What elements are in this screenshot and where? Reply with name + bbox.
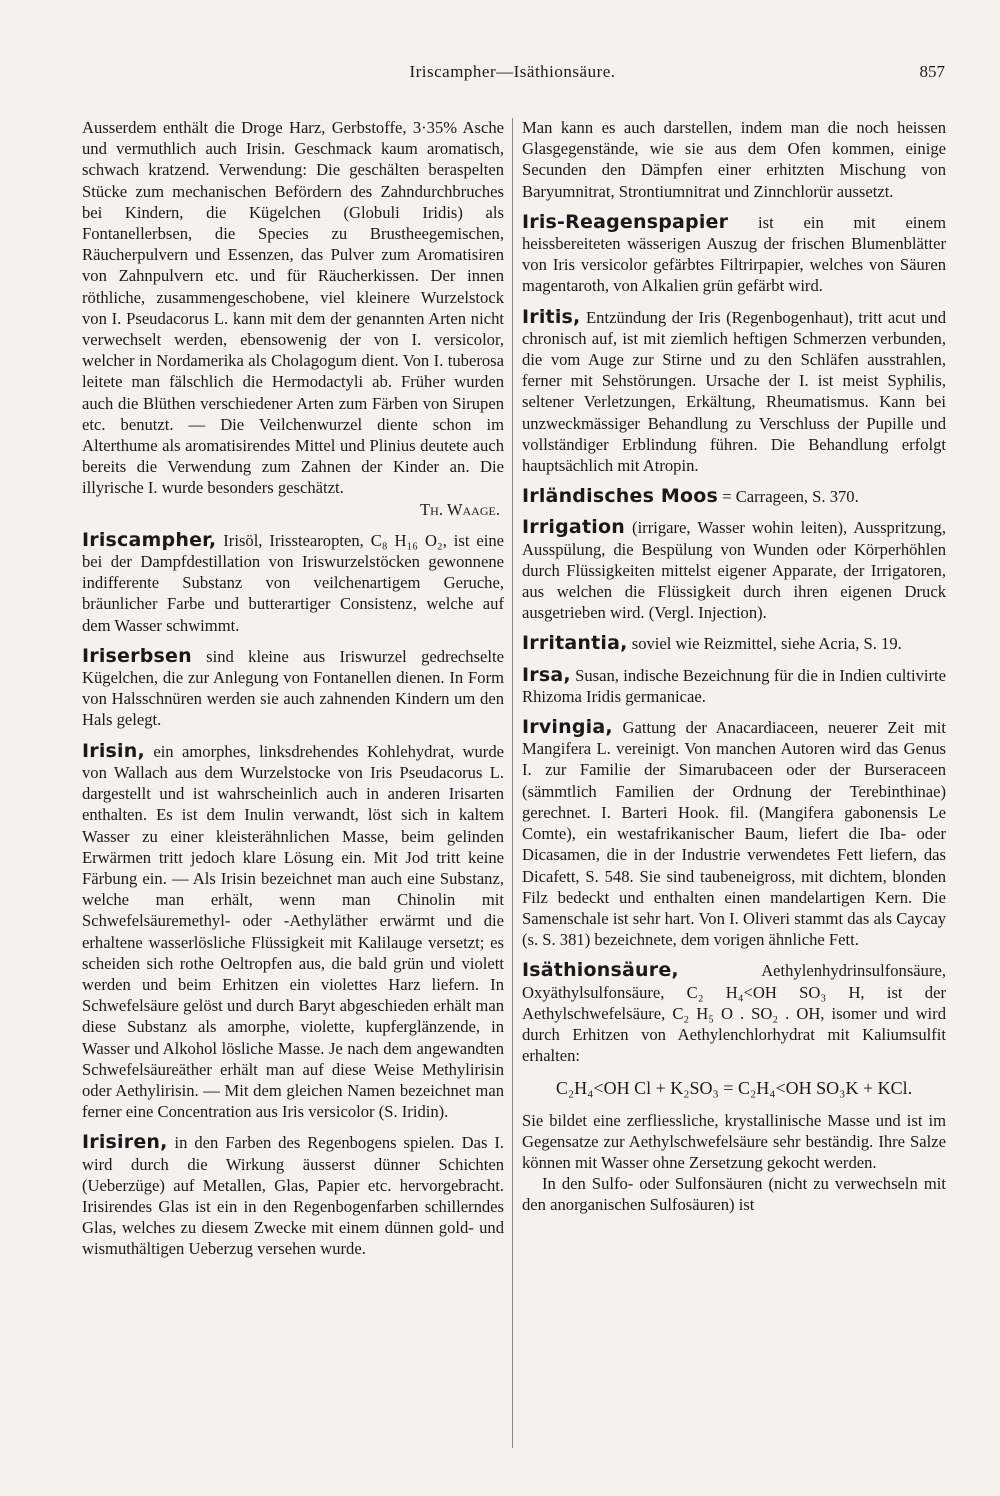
entry-text: Gattung der Anacardiaceen, neuerer Zeit mit Mangifera L. vereinigt. Von manchen Autoren wird das Genus I. zur Familie der Simarubaceen oder der Burseraceen (sämmtlich Familien der Ordnung der Terebinthinae) gerechnet. I. Barteri Hook. fil. (Mangifera gabonensis Le Comte), ein westafrikanischer Baum, liefert die Iba- oder Dicasamen, die in der Industrie verwendetes Fett liefern, das Dicafett, S. 548. Sie sind taubeneigross, mit dichtem, blonden Filz bedeckt und enthalten einen mandelartigen Kern. Die Samenschale ist sehr hart. Von I. Oliveri stammt das als Caycay (s. S. 381) bezeichnete, dem vorigen ähnliche Fett.: [522, 718, 946, 950]
author-signature: Th. Waage.: [420, 499, 500, 519]
column-divider: [512, 118, 513, 1448]
page-header: [80, 62, 945, 88]
entry-irvingia: [522, 717, 946, 950]
left-column: [82, 117, 504, 1260]
entry-iris-reagenspapier: [522, 212, 946, 297]
entry-text: Susan, indische Bezeichnung für die in Indien cultivirte Rhizoma Iridis germanicae.: [522, 665, 947, 706]
entry-text: soviel wie Reizmittel, siehe Acria, S. 19.: [631, 634, 902, 654]
entry-text: Aethylenhydrinsulfonsäure, Oxyäthylsulfonsäure, C₂ H₄<OH SO₃ H, ist der Aethylschwefelsäure, C₂ H₅ O . SO₂ . OH, isomer und wird durch Erhitzen von Aethylenchlorhydrat mit Kaliumsulfit erhalten:: [522, 961, 946, 1066]
chemical-equation: C₂H₄<OH Cl + K₂SO₃ = C₂H₄<OH SO₃K + KCl.: [555, 1078, 913, 1099]
entry-headword: Irisin,: [82, 739, 145, 762]
entry-irisin: [82, 741, 504, 1123]
entry-text: sind kleine aus Iriswurzel gedrechselte Kügelchen, die zur Anlegung von Fontanellen dienen. In Form von Halsschnüren werden sie auch zahnenden Kindern um den Hals gelegt.: [82, 646, 504, 730]
continuation-text: Man kann es auch darstellen, indem man die noch heissen Glasgegenstände, wie sie aus dem Ofen kommen, einige Secunden den Dämpfen einer erhitzten Mischung von Baryumnitrat, Strontiumnitrat und Zinnchlorür aussetzt.: [522, 118, 946, 201]
entry-headword: Irländisches Moos: [522, 485, 719, 508]
entry-headword: Iris-Reagenspapier: [522, 210, 729, 233]
entry-text: ein amorphes, linksdrehendes Kohlehydrat, wurde von Wallach aus dem Wurzelstocke von Iris Pseudacorus L. dargestellt und ist wahrscheinlich auch in anderen Irisarten enthalten. Es ist dem Inulin verwandt, löst sich in kaltem Wasser zu einer kleisterähnlichen Masse, beim gelinden Erwärmen tritt jedoch klare Lösung ein. Mit Jod tritt keine Färbung ein. — Als Irisin bezeichnet man auch eine Substanz, welche man erhält, wenn man Chinolin mit Schwefelsäuremethyl- oder -Aethyläther erwärmt und die erhaltene wasserlösliche Flüssigkeit mit Kalilauge versetzt; es scheiden sich rothe Oeltropfen aus, die bald grün und violett werden und beim Erhitzen ein violettes Harz liefern. In Schwefelsäure gelöst und durch Baryt abgeschieden erhält man diese Substanz als amorphe, violette, kupferglänzende, in Wasser und Alkohol lösliche Masse. Je nach dem angewandten Schwefelsäureäther erhält man auf diese Weise Methylirisin oder Aethylirisin. — Mit dem gleichen Namen bezeichnet man ferner eine Concentration aus Iris versicolor (S. Iridin).: [82, 741, 504, 1122]
entry-headword: Irsa,: [522, 663, 571, 686]
running-title: Iriscampher—Isäthionsäure.: [409, 62, 616, 81]
entry-irsa: [522, 665, 946, 707]
entry-irisiren: [82, 1132, 504, 1259]
entry-text: (irrigare, Wasser wohin leiten), Ausspritzung, Ausspülung, die Bespülung von Wunden oder Körperhöhlen durch Flüssigkeiten mittelst eigener Apparate, der Irrigatoren, aus welchen die Flüssigkeit durch ihren eigenen Druck ausgetrieben wird. (Vergl. Injection).: [522, 518, 946, 623]
entry-iriscampher: [82, 530, 504, 636]
continuation-text: Ausserdem enthält die Droge Harz, Gerbstoffe, 3·35% Asche und vermuthlich auch Irisin. Geschmack kaum aromatisch, schwach kratzend. Verwendung: Die geschälten beraspelten Stücke zum mechanischen Befördern des Zahndurchbruches bei Kindern, die Kügelchen (Globuli Iridis) als Fontanellerbsen, die Species zu Brustheegemischen, Räucherpulvern und Essenzen, das Pulver zum Aromatisiren von Zahnpulvern etc. und für Räucherkissen. Der innen röthliche, zusammengeschobene, viel kleinere Wurzelstock von I. Pseudacorus L. kann mit dem der genannten Arten nicht verwechselt werden, ebensowenig der von I. versicolor, welcher in Nordamerika als Cholagogum dient. Von I. tuberosa leitete man fälschlich die Hermodactyli ab. Früher wurden auch die Blüthen verschiedener Arten zum Färben von Sirupen etc. benutzt. — Die Veilchenwurzel diente schon im Alterthume als aromatisirendes Mittel und Plinius deutete auch bereits die Verwendung zum Zahnen der Kinder an. Die illyrische I. wurde besonders geschätzt.: [82, 118, 504, 498]
entry-iritis: [522, 307, 946, 477]
entry-headword: Isäthionsäure,: [522, 959, 679, 982]
entry-headword: Irisiren,: [82, 1131, 168, 1154]
page-number: 857: [919, 62, 945, 81]
entry-text: ist ein mit einem heissbereiteten wässerigen Auszug der frischen Blumenblätter von Iris versicolor gefärbtes Filtrirpapier, welches von Säuren magentaroth, von Alkalien grün gefärbt wird.: [522, 212, 946, 296]
entry-text: Entzündung der Iris (Regenbogenhaut), tritt acut und chronisch auf, ist mit ziemlich heftigen Schmerzen verbunden, die vom Auge zur Stirne und zu den Schläfen ausstrahlen, ferner mit Sehstörungen. Ursache der I. ist meist Syphilis, seltener Verletzungen, Erkältung, Rheumatismus. Kann bei unzweckmässiger Behandlung zu Verschluss der Pupille und vollständiger Erblindung führen. Die Behandlung erfolgt hauptsächlich mit Atropin.: [522, 307, 946, 476]
right-column: [522, 117, 946, 1216]
entry-headword: Irvingia,: [522, 716, 613, 739]
entry-isaethionsaeure: [522, 960, 946, 1066]
entry-irrigation: [522, 517, 946, 623]
entry-headword: Iriscampher,: [82, 528, 217, 551]
entry-headword: Irritantia,: [522, 632, 628, 655]
entry-text: in den Farben des Regenbogens spielen. Das I. wird durch die Wirkung äusserst dünner Schichten (Ueberzüge) auf Metallen, Glas, Papier etc. hervorgebracht. Irisirendes Glas ist ein in den Regenbogenfarben schillerndes Glas, welches zu diesem Zwecke mit einem dünnen gold- und wismuthältigen Ueberzug versehen wurde.: [82, 1133, 504, 1259]
entry-iriserbsen: [82, 646, 504, 731]
entry-headword: Iriserbsen: [82, 644, 192, 667]
entry-text: Irisöl, Irisstearopten, C₈ H₁₆ O₂, ist eine bei der Dampfdestillation von Iriswurzelstöcken gewonnene indifferente Substanz von veilchenartigem Geruche, bräunlicher Farbe und butterartiger Consistenz, welche auf dem Wasser schwimmt.: [82, 530, 504, 635]
entry-irlaendisches-moos: [522, 486, 946, 507]
entry-irritantia: [522, 633, 946, 654]
closing-paragraph: Sie bildet eine zerfliessliche, krystallinische Masse und ist im Gegensatze zur Aethylschwefelsäure sehr beständig. Ihre Salze können mit Wasser ohne Zersetzung gekocht werden.: [522, 1110, 946, 1172]
closing-paragraph: In den Sulfo- oder Sulfonsäuren (nicht zu verwechseln mit den anorganischen Sulfosäuren) ist: [522, 1174, 946, 1215]
entry-headword: Irrigation: [522, 516, 625, 539]
entry-text: = Carrageen, S. 370.: [722, 487, 859, 507]
entry-headword: Iritis,: [522, 305, 581, 328]
